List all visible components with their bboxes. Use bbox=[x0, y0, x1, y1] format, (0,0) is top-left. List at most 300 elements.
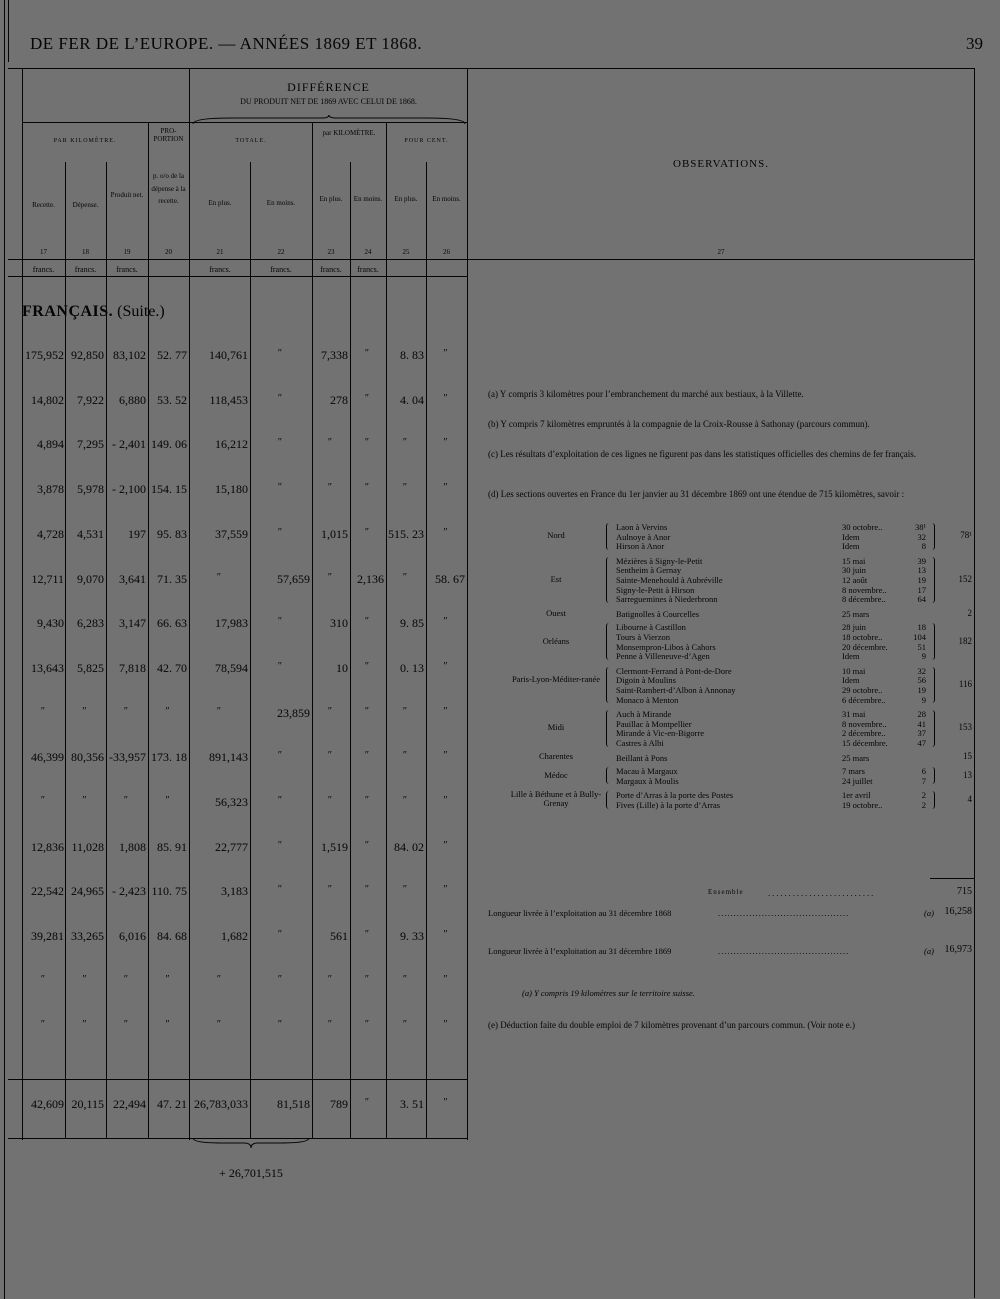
table-cell: 9,430 bbox=[37, 616, 64, 630]
unit-label: francs. bbox=[74, 265, 97, 274]
table-cell: ″ bbox=[165, 1019, 170, 1030]
right-brace-icon bbox=[931, 791, 935, 808]
table-cell: 6,016 bbox=[119, 929, 146, 943]
table-cell: 8. 83 bbox=[400, 348, 424, 362]
table-cell: ″ bbox=[82, 974, 87, 985]
table-cell: 5,825 bbox=[77, 661, 104, 675]
table-cell: ″ bbox=[165, 706, 170, 717]
region-name: Nord bbox=[547, 530, 565, 541]
table-cell: ″ bbox=[443, 661, 448, 672]
table-cell: ″ bbox=[443, 393, 448, 404]
net-difference: + 26,701,515 bbox=[219, 1166, 283, 1180]
table-cell: ″ bbox=[277, 1019, 283, 1030]
region-name: Est bbox=[550, 573, 562, 584]
table-cell: 11,028 bbox=[71, 840, 104, 854]
table-cell: 154. 15 bbox=[151, 482, 187, 496]
table-cell: ″ bbox=[277, 795, 283, 806]
table-cell: 278 bbox=[330, 393, 348, 407]
line-date: Idem bbox=[842, 541, 860, 552]
table-cell: 4,728 bbox=[37, 527, 64, 541]
units-bottom-rule bbox=[8, 276, 468, 277]
table-cell: ″ bbox=[443, 884, 448, 895]
total-top-rule bbox=[8, 1079, 468, 1080]
table-cell: 83,102 bbox=[113, 348, 146, 362]
left-brace-icon bbox=[606, 791, 610, 808]
table-cell: ″ bbox=[364, 974, 370, 985]
table-cell: 39,281 bbox=[31, 929, 64, 943]
section-title-suffix: (Suite.) bbox=[117, 303, 165, 320]
length-1868-label: Longueur livrée à l’exploitation au 31 décembre 1868 bbox=[488, 908, 672, 918]
table-cell: ″ bbox=[364, 482, 370, 493]
region-total: 153 bbox=[958, 722, 972, 733]
left-brace-icon bbox=[606, 557, 610, 603]
total-cell: 26,783,033 bbox=[194, 1097, 248, 1111]
line-name: Monsempron-Libos à Cahors bbox=[616, 641, 716, 652]
table-cell: ″ bbox=[40, 1019, 46, 1030]
length-1869-value: 16,973 bbox=[944, 944, 972, 955]
table-cell: ″ bbox=[277, 929, 283, 940]
unit-label: francs. bbox=[320, 265, 342, 274]
table-cell: 9. 85 bbox=[400, 616, 424, 630]
right-frame-rule bbox=[974, 68, 975, 1298]
line-km: 39 bbox=[917, 555, 926, 566]
table-cell: ″ bbox=[216, 974, 222, 985]
table-cell: ″ bbox=[402, 572, 408, 583]
line-km: 2 bbox=[921, 800, 926, 810]
table-cell: 3,878 bbox=[37, 482, 64, 496]
table-cell: ″ bbox=[364, 840, 370, 851]
table-cell: 15,180 bbox=[215, 482, 248, 496]
table-cell: ″ bbox=[123, 974, 129, 985]
line-name: Sarreguemines à Niederbronn bbox=[616, 594, 718, 605]
table-cell: ″ bbox=[82, 1019, 87, 1030]
table-cell: 4,894 bbox=[37, 437, 64, 451]
table-cell: ″ bbox=[82, 706, 87, 717]
table-cell: ″ bbox=[40, 706, 46, 717]
line-km: 32 bbox=[917, 665, 926, 676]
region-total: 13 bbox=[963, 769, 972, 780]
table-cell: ″ bbox=[364, 929, 370, 940]
line-date: 1er avril bbox=[842, 790, 871, 801]
table-cell: ″ bbox=[402, 706, 408, 717]
table-cell: ″ bbox=[327, 795, 333, 806]
region-name: Charentes bbox=[539, 751, 573, 762]
region-total: 78¹ bbox=[960, 530, 972, 541]
line-km: 56 bbox=[917, 675, 926, 686]
total-cell: 789 bbox=[330, 1097, 348, 1111]
pour-cent-header: POUR CENT. bbox=[404, 138, 449, 144]
length-1869-label: Longueur livrée à l’exploitation au 31 décembre 1869 bbox=[488, 946, 672, 956]
table-cell: - 2,401 bbox=[112, 437, 146, 451]
col-total-plus-label: En plus. bbox=[208, 199, 232, 207]
table-cell: 3,641 bbox=[119, 572, 146, 586]
table-cell: ″ bbox=[402, 750, 408, 761]
table-cell: 7,922 bbox=[77, 393, 104, 407]
note-b: (b) Y compris 7 kilomètres empruntés à la compagnie de la Croix-Rousse à Sathonay (parcours commun). bbox=[488, 419, 870, 429]
right-brace-icon bbox=[931, 767, 935, 784]
left-brace-icon bbox=[606, 710, 610, 746]
line-km: 51 bbox=[917, 641, 926, 652]
table-top-rule bbox=[8, 68, 974, 69]
line-km: 6 bbox=[921, 766, 926, 777]
table-cell: 23,859 bbox=[277, 706, 310, 720]
region-name: Paris-Lyon-Méditer-ranée bbox=[511, 674, 601, 684]
ensemble-label: Ensemble bbox=[708, 888, 744, 896]
table-cell: 53. 52 bbox=[157, 393, 187, 407]
col-recette-label: Recette. bbox=[32, 201, 55, 209]
table-cell: ″ bbox=[402, 437, 408, 448]
col-rule bbox=[350, 162, 351, 1138]
ensemble-value: 715 bbox=[957, 886, 972, 897]
line-name: Digoin à Moulins bbox=[616, 675, 676, 686]
line-name: Aulnoye à Anor bbox=[616, 531, 671, 542]
line-name: Laon à Vervins bbox=[616, 522, 668, 532]
table-cell: ″ bbox=[216, 706, 222, 717]
table-cell: 1,808 bbox=[119, 840, 146, 854]
table-cell: 58. 67 bbox=[435, 572, 465, 586]
table-cell: 0. 13 bbox=[400, 661, 424, 675]
right-brace-icon bbox=[931, 557, 935, 603]
col-km-moins-label: En moins. bbox=[353, 195, 383, 203]
table-cell: 22,777 bbox=[215, 840, 248, 854]
table-cell: 84. 02 bbox=[394, 840, 424, 854]
line-date: 25 mars bbox=[842, 752, 870, 763]
table-cell: ″ bbox=[364, 393, 370, 404]
col-number: 26 bbox=[443, 248, 450, 256]
line-name: Saint-Rambert-d’Albon à Annonay bbox=[616, 685, 736, 695]
line-km: 7 bbox=[921, 775, 926, 786]
col-number: 27 bbox=[717, 248, 725, 256]
table-cell: 7,295 bbox=[77, 437, 104, 451]
line-name: Pauillac à Montpellier bbox=[616, 718, 692, 729]
col-number: 25 bbox=[402, 248, 410, 256]
table-cell: 84. 68 bbox=[157, 929, 187, 943]
table-cell: 57,659 bbox=[277, 572, 310, 586]
table-cell: 22,542 bbox=[31, 884, 64, 898]
region-name: Médoc bbox=[544, 769, 568, 780]
table-cell: ″ bbox=[165, 795, 170, 806]
table-cell: 46,399 bbox=[31, 750, 64, 764]
line-name: Tours à Vierzon bbox=[616, 632, 670, 642]
line-name: Signy-le-Petit à Hirson bbox=[616, 584, 695, 595]
line-name: Mirande à Vic-en-Bigorre bbox=[616, 728, 705, 739]
unit-label: francs. bbox=[357, 265, 379, 274]
table-cell: 891,143 bbox=[209, 750, 248, 764]
table-cell: ″ bbox=[327, 482, 333, 493]
line-km: 9 bbox=[921, 694, 926, 705]
total-cell: 42,609 bbox=[31, 1097, 64, 1111]
region-total: 2 bbox=[967, 607, 972, 618]
line-date: 8 novembre.. bbox=[842, 584, 887, 595]
table-cell: 33,265 bbox=[71, 929, 104, 943]
right-brace-icon bbox=[931, 667, 935, 703]
par-km-header: par KILOMÈTRE. bbox=[322, 129, 376, 137]
table-cell: 3,147 bbox=[119, 616, 146, 630]
line-date: 7 mars bbox=[842, 766, 865, 777]
table-cell: ″ bbox=[277, 437, 283, 448]
length-1869-note: (a) bbox=[924, 946, 934, 956]
col-rule bbox=[250, 162, 251, 1138]
line-date: 15 décembre. bbox=[842, 738, 888, 748]
table-cell: 6,283 bbox=[77, 616, 104, 630]
region-total: 152 bbox=[958, 573, 972, 584]
line-km: 32 bbox=[917, 531, 926, 542]
line-km: 13 bbox=[917, 565, 926, 576]
line-date: 28 juin bbox=[842, 622, 866, 633]
table-cell: ″ bbox=[327, 1019, 333, 1030]
line-km: 64 bbox=[917, 594, 926, 605]
table-cell: 197 bbox=[128, 527, 146, 541]
table-cell: ″ bbox=[123, 795, 129, 806]
table-cell: ″ bbox=[277, 527, 283, 538]
line-date: Idem bbox=[842, 675, 860, 686]
line-date: 24 juillet bbox=[842, 775, 873, 786]
table-cell: 118,453 bbox=[209, 393, 248, 407]
totale-header: TOTALE. bbox=[235, 138, 267, 144]
total-cell: 81,518 bbox=[277, 1097, 310, 1111]
unit-label: francs. bbox=[209, 265, 231, 274]
line-km: 19 bbox=[917, 685, 926, 695]
page-number: 39 bbox=[966, 34, 983, 53]
line-date: 30 juin bbox=[842, 565, 866, 576]
length-1868-note: (a) bbox=[924, 908, 934, 918]
line-km: 8 bbox=[921, 541, 926, 552]
col-pc-moins-label: En moins. bbox=[432, 195, 461, 203]
table-cell: 2,136 bbox=[357, 572, 384, 586]
col-produit-label: Produit net. bbox=[110, 191, 144, 199]
table-cell: ″ bbox=[277, 348, 283, 359]
line-km: 37 bbox=[917, 728, 926, 739]
line-date: 6 décembre.. bbox=[842, 694, 886, 705]
line-date: 2 décembre.. bbox=[842, 728, 886, 739]
table-cell: ″ bbox=[364, 348, 370, 359]
table-cell: 1,682 bbox=[221, 929, 248, 943]
line-date: 31 mai bbox=[842, 709, 866, 720]
col-pc-plus-label: En plus. bbox=[394, 195, 418, 203]
line-date: 25 mars bbox=[842, 608, 870, 619]
line-km: 9 bbox=[921, 651, 926, 662]
table-cell: 78,594 bbox=[215, 661, 248, 675]
line-name: Penne à Villeneuve-d’Agen bbox=[616, 651, 710, 662]
region-name: Lille à Béthune et à Bully-Grenay bbox=[510, 789, 602, 809]
table-cell: ″ bbox=[402, 795, 408, 806]
region-name: Orléans bbox=[542, 635, 570, 646]
left-brace-icon bbox=[606, 667, 610, 703]
table-cell: 14,802 bbox=[31, 393, 64, 407]
table-cell: 9. 33 bbox=[400, 929, 424, 943]
table-cell: ″ bbox=[364, 527, 370, 538]
table-cell: ″ bbox=[364, 437, 370, 448]
table-cell: ″ bbox=[165, 974, 170, 985]
table-cell: 7,338 bbox=[321, 348, 348, 362]
note-c: (c) Les résultats d’exploitation de ces lignes ne figurent pas dans les statistiques officielles des chemins de fer français. bbox=[488, 449, 916, 459]
table-cell: 12,711 bbox=[31, 572, 64, 586]
table-cell: ″ bbox=[443, 929, 448, 940]
table-cell: ″ bbox=[123, 1019, 129, 1030]
col-number: 23 bbox=[327, 248, 335, 256]
line-km: 17 bbox=[917, 584, 926, 595]
table-cell: 24,965 bbox=[71, 884, 104, 898]
table-cell: 1,519 bbox=[321, 840, 348, 854]
line-name: Mézières à Signy-le-Petit bbox=[616, 555, 703, 566]
total-cell: 47. 21 bbox=[157, 1097, 187, 1111]
region-name: Ouest bbox=[546, 607, 566, 618]
table-cell: ″ bbox=[327, 437, 333, 448]
right-brace-icon bbox=[931, 523, 935, 550]
line-name: Sainte-Menehould à Aubréville bbox=[616, 575, 723, 585]
col-number: 21 bbox=[216, 248, 224, 256]
table-cell: ″ bbox=[364, 616, 370, 627]
difference-brace-icon bbox=[192, 114, 467, 126]
table-cell: 71. 35 bbox=[157, 572, 187, 586]
table-cell: ″ bbox=[364, 661, 370, 672]
proportion-header: PRO-PORTION bbox=[153, 127, 184, 143]
line-name: Libourne à Castillon bbox=[616, 622, 686, 633]
table-cell: ″ bbox=[364, 884, 370, 895]
table-cell: ″ bbox=[443, 706, 448, 717]
difference-title: DIFFÉRENCE bbox=[287, 80, 370, 94]
table-cell: ″ bbox=[327, 706, 333, 717]
total-cell: 20,115 bbox=[71, 1097, 104, 1111]
line-name: Margaux à Moulis bbox=[616, 775, 679, 786]
line-date: 10 mai bbox=[842, 665, 866, 676]
table-cell: 37,559 bbox=[215, 527, 248, 541]
line-name: Clermont-Ferrand à Pont-de-Dore bbox=[616, 665, 732, 676]
line-date: 30 octobre.. bbox=[842, 522, 883, 532]
line-date: Idem bbox=[842, 531, 860, 542]
line-km: 104 bbox=[913, 632, 926, 642]
region-total: 182 bbox=[958, 635, 972, 646]
line-name: Beillant à Pons bbox=[616, 752, 668, 763]
table-cell: 1,015 bbox=[321, 527, 348, 541]
table-cell: 4. 04 bbox=[400, 393, 424, 407]
observations-header: OBSERVATIONS. bbox=[673, 158, 769, 170]
table-cell: 5,978 bbox=[77, 482, 104, 496]
section-title-main: FRANÇAIS. bbox=[22, 303, 114, 320]
left-margin-rule bbox=[4, 0, 5, 1299]
note-a: (a) Y compris 3 kilomètres pour l’embranchement du marché aux bestiaux, à la Villette. bbox=[488, 389, 804, 399]
left-brace-icon bbox=[606, 523, 610, 550]
unit-label: francs. bbox=[116, 265, 138, 274]
table-cell: ″ bbox=[327, 572, 333, 583]
table-cell: ″ bbox=[277, 393, 283, 404]
table-cell: ″ bbox=[327, 884, 333, 895]
total-brace-icon bbox=[192, 1136, 310, 1150]
region-total: 116 bbox=[958, 679, 972, 689]
left-margin-rule-2 bbox=[8, 0, 9, 62]
table-cell: - 2,423 bbox=[112, 884, 146, 898]
line-date: 8 décembre.. bbox=[842, 594, 886, 605]
total-cell: 3. 51 bbox=[400, 1097, 424, 1111]
line-name: Porte d’Arras à la porte des Postes bbox=[616, 790, 734, 801]
table-cell: - 2,100 bbox=[112, 482, 146, 496]
table-cell: ″ bbox=[443, 527, 448, 538]
table-cell: 140,761 bbox=[209, 348, 248, 362]
table-cell: 7,818 bbox=[119, 661, 146, 675]
table-cell: 13,643 bbox=[31, 661, 64, 675]
table-cell: ″ bbox=[402, 974, 408, 985]
table-cell: ″ bbox=[277, 884, 283, 895]
col-number: 19 bbox=[123, 248, 131, 256]
line-name: Hirson à Anor bbox=[616, 541, 665, 552]
region-total: 4 bbox=[967, 794, 972, 804]
col-rule bbox=[426, 162, 427, 1138]
table-cell: 175,952 bbox=[25, 348, 64, 362]
difference-subtitle: DU PRODUIT NET DE 1869 AVEC CELUI DE 1868. bbox=[240, 97, 417, 106]
table-cell: ″ bbox=[277, 840, 283, 851]
line-km: 28 bbox=[917, 709, 926, 720]
table-cell: ″ bbox=[277, 661, 283, 672]
col-number: 17 bbox=[40, 248, 47, 256]
table-cell: ″ bbox=[402, 482, 408, 493]
table-cell: 80,356 bbox=[71, 750, 104, 764]
table-cell: 173. 18 bbox=[151, 750, 187, 764]
note-e: (e) Déduction faite du double emploi de 7 kilomètres provenant d’un parcours commun. (Voir note e.) bbox=[488, 1020, 855, 1030]
table-cell: ″ bbox=[277, 616, 283, 627]
table-cell: ″ bbox=[402, 884, 408, 895]
table-cell: ″ bbox=[443, 1019, 448, 1030]
total-cell: ″ bbox=[443, 1097, 448, 1108]
line-date: 18 octobre.. bbox=[842, 632, 883, 642]
line-name: Monaco à Menton bbox=[616, 694, 679, 705]
table-cell: 92,850 bbox=[71, 348, 104, 362]
section-title bbox=[22, 303, 165, 321]
table-cell: ″ bbox=[82, 795, 87, 806]
table-cell: ″ bbox=[40, 974, 46, 985]
table-cell: 149. 06 bbox=[151, 437, 187, 451]
table-cell: ″ bbox=[443, 348, 448, 359]
right-brace-icon bbox=[931, 623, 935, 659]
line-date: 29 octobre.. bbox=[842, 685, 883, 695]
table-cell: ″ bbox=[327, 974, 333, 985]
ensemble-rule bbox=[930, 878, 974, 879]
table-cell: ″ bbox=[364, 795, 370, 806]
table-cell: 42. 70 bbox=[157, 661, 187, 675]
table-cell: ″ bbox=[216, 572, 222, 583]
table-cell: 85. 91 bbox=[157, 840, 187, 854]
line-name: Macau à Margaux bbox=[616, 766, 678, 777]
table-cell: -33,957 bbox=[109, 750, 146, 764]
table-cell: ″ bbox=[40, 795, 46, 806]
table-cell: ″ bbox=[443, 482, 448, 493]
table-cell: 10 bbox=[336, 661, 348, 675]
col-total-moins-label: En moins. bbox=[266, 199, 296, 207]
line-date: Idem bbox=[842, 651, 860, 662]
table-cell: 515. 23 bbox=[388, 527, 424, 541]
par-kilometre-header: PAR KILOMÈTRE. bbox=[53, 138, 117, 144]
table-cell: ″ bbox=[364, 750, 370, 761]
region-total: 15 bbox=[963, 751, 972, 762]
page-title: DE FER DE L’EUROPE. — ANNÉES 1869 ET 1868. bbox=[30, 34, 423, 53]
table-cell: 66. 63 bbox=[157, 616, 187, 630]
note-d: (d) Les sections ouvertes en France du 1er janvier au 31 décembre 1869 ont une étendue de 715 kilomètres, savoir : bbox=[488, 489, 905, 499]
col-depense-label: Dépense. bbox=[72, 201, 99, 209]
table-cell: 561 bbox=[330, 929, 348, 943]
total-cell: 22,494 bbox=[113, 1097, 146, 1111]
table-cell: 6,880 bbox=[119, 393, 146, 407]
table-cell: ″ bbox=[443, 840, 448, 851]
table-cell: ″ bbox=[443, 974, 448, 985]
col-number: 24 bbox=[364, 248, 372, 256]
line-date: 8 novembre.. bbox=[842, 718, 887, 729]
line-date: 15 mai bbox=[842, 555, 866, 566]
line-name: Batignolles à Courcelles bbox=[616, 608, 700, 619]
table-cell: 56,323 bbox=[215, 795, 248, 809]
col-proportion-label: p. o/o de la dépense à la recette. bbox=[151, 172, 186, 206]
line-km: 2 bbox=[921, 790, 926, 801]
table-cell: ″ bbox=[277, 482, 283, 493]
left-brace-icon bbox=[606, 623, 610, 659]
